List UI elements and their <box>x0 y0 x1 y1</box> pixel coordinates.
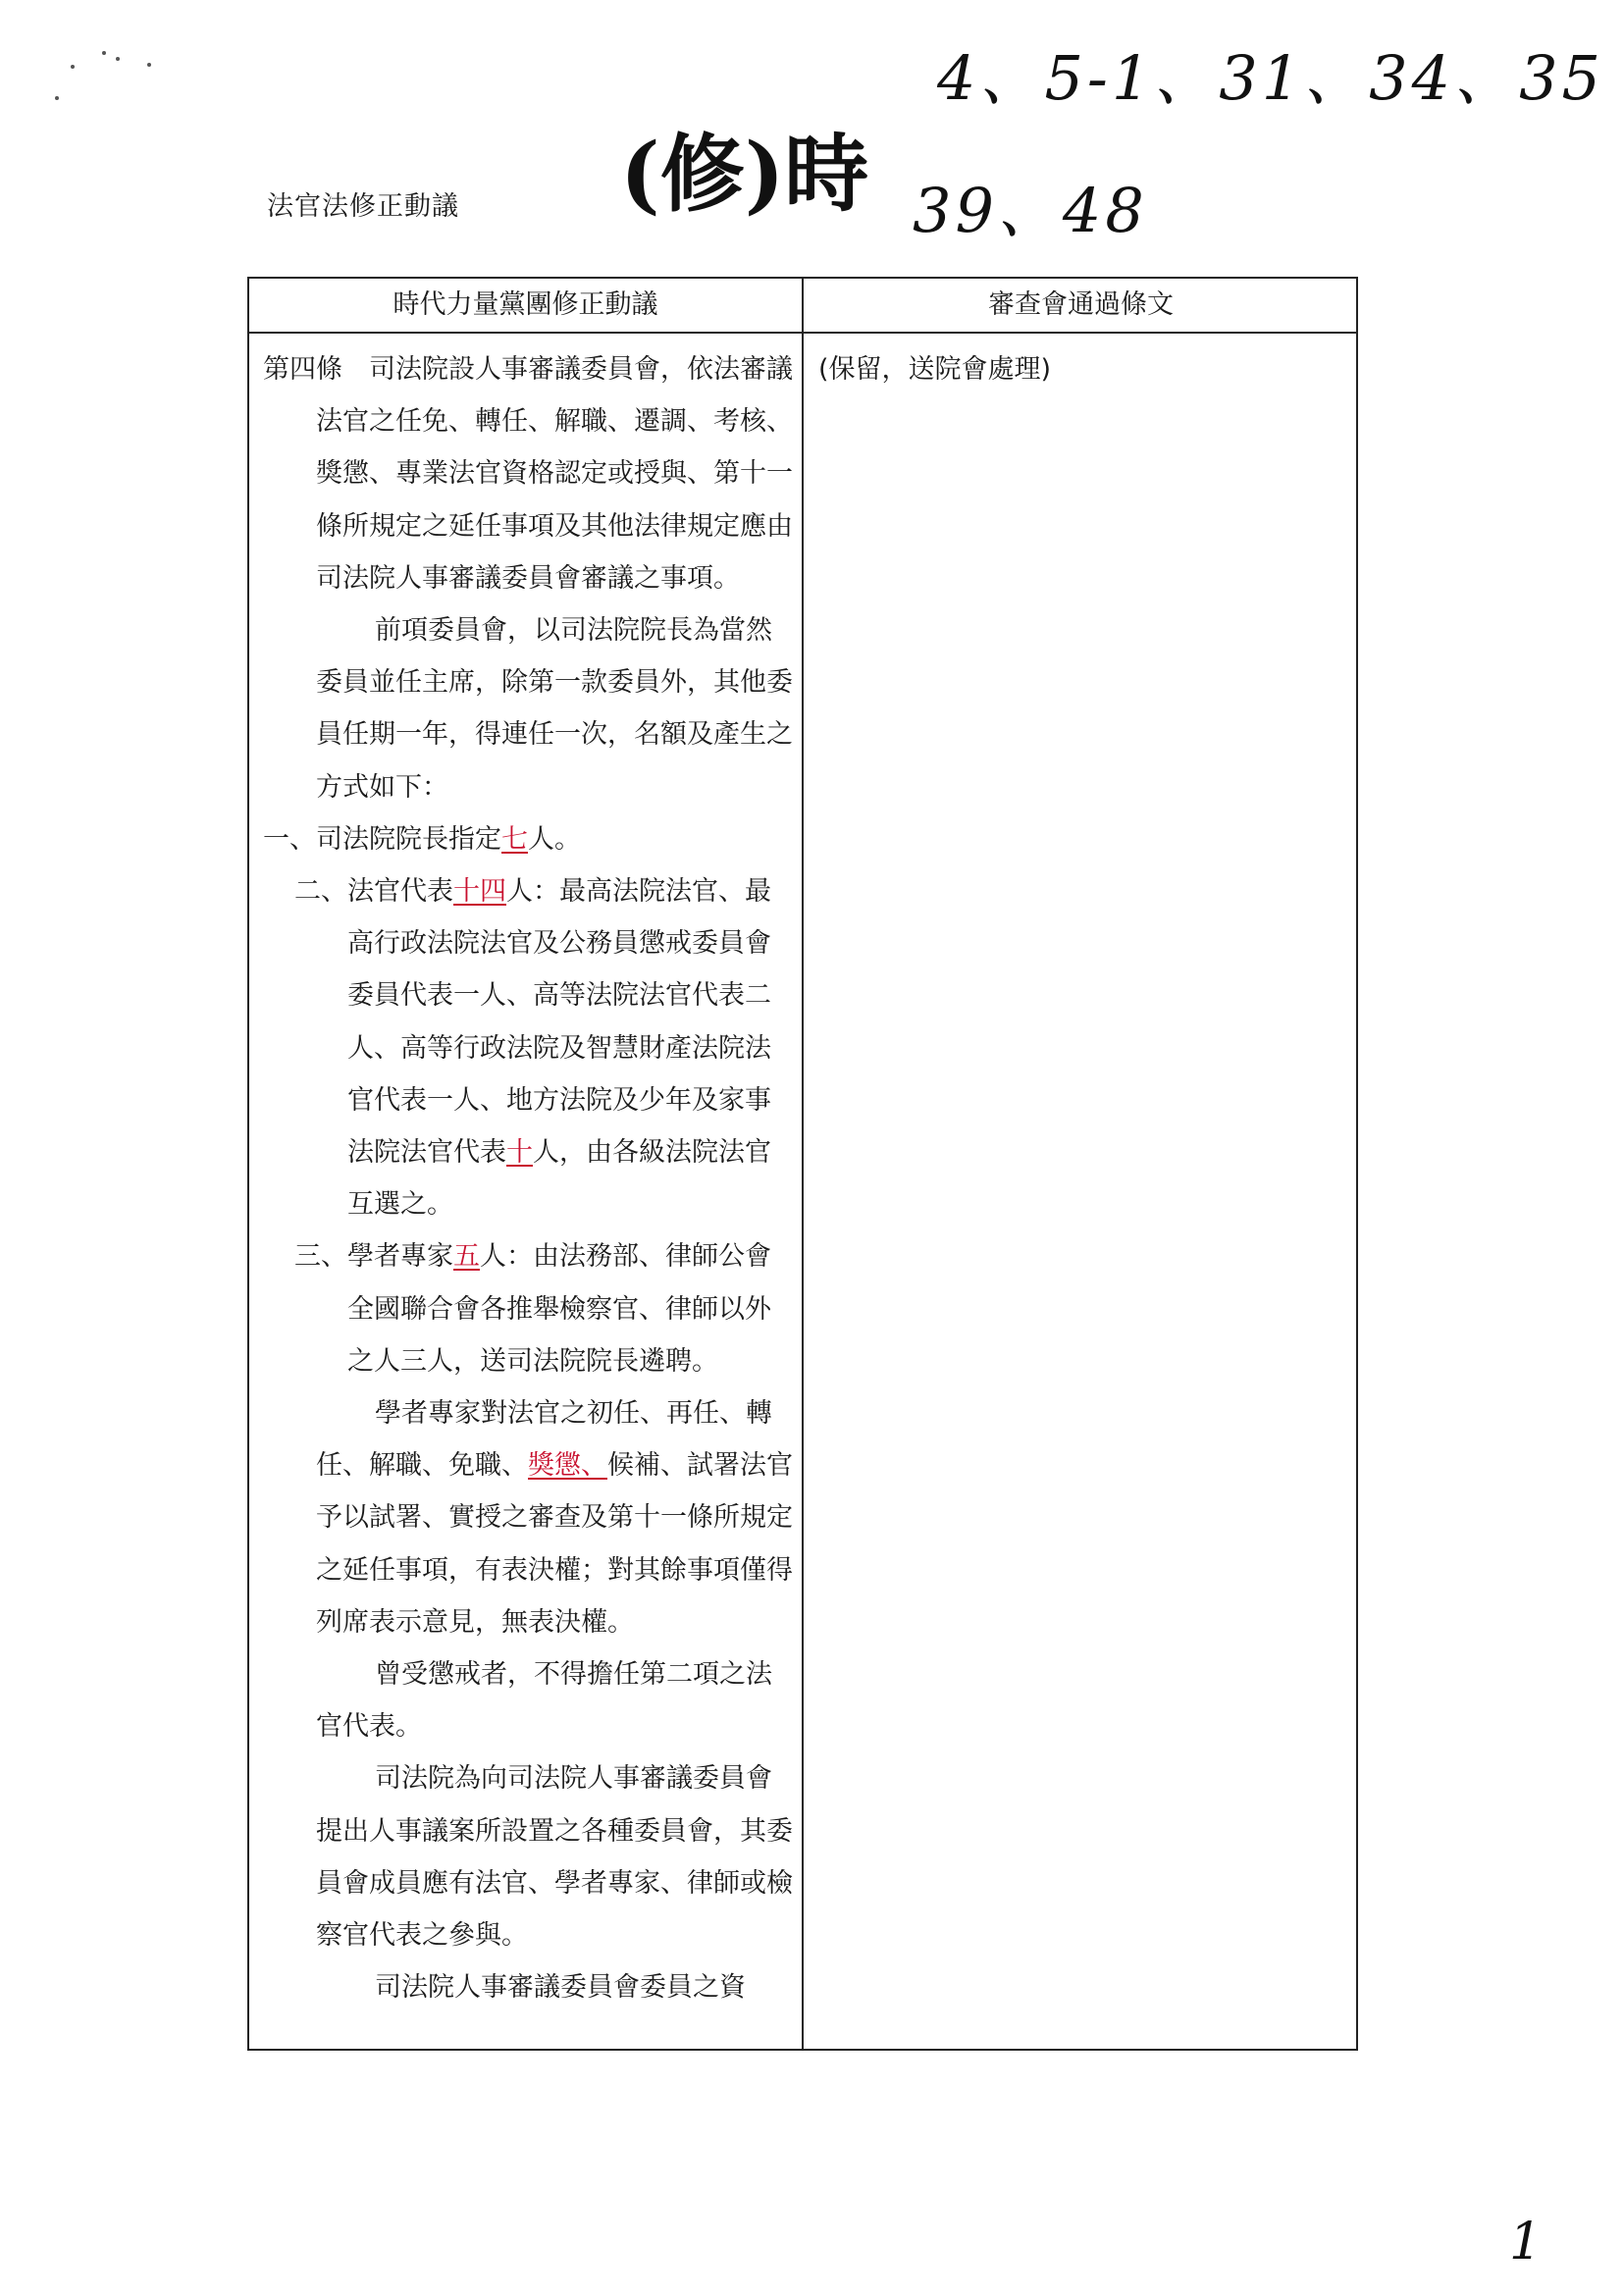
paragraph-text: 學者專家對法官之初任、再任、轉任、解職、免職、 <box>316 1398 772 1482</box>
column-divider <box>802 279 804 2049</box>
header-motion-column: 時代力量黨團修正動議 <box>393 289 658 320</box>
item-text: 二、法官代表 <box>294 876 453 908</box>
revised-text: 五 <box>453 1241 480 1273</box>
list-item-3 <box>263 1230 793 1387</box>
article-paragraph-1 <box>263 343 793 604</box>
article-paragraph-3 <box>263 1387 793 1648</box>
scan-speck <box>102 51 106 55</box>
list-item-1 <box>263 813 793 865</box>
handwritten-article-numbers-line2: 39、48 <box>913 175 1148 246</box>
item-text: 人。 <box>528 823 581 855</box>
item-text: 人：由法務部、律師公會全國聯合會各推舉檢察官、律師以外之人三人，送司法院院長遴聘。 <box>347 1241 771 1377</box>
list-item-2 <box>263 865 793 1230</box>
item-text: 一、司法院院長指定 <box>263 823 501 855</box>
paragraph-text: 司法院設人事審議委員會，依法審議法官之任免、轉任、解職、遷調、考核、獎懲、專業法官資格認定或授與、第十一條所規定之延任事項及其他法律規定應由司法院人事審議委員會審議之事項。 <box>316 354 793 594</box>
comparison-table <box>247 277 1358 2051</box>
revised-text: 十四 <box>453 876 506 908</box>
scan-speck <box>147 63 151 67</box>
handwritten-page-number: 1 <box>1509 2213 1543 2271</box>
revised-text: 七 <box>501 823 528 855</box>
article-paragraph-6: 司法院人事審議委員會委員之資 <box>375 1972 746 2004</box>
header-committee-column: 審查會通過條文 <box>988 289 1174 320</box>
handwritten-mark: (修)時 <box>620 125 869 224</box>
handwritten-article-numbers-line1: 4、5-1、31、34、35 <box>937 42 1604 114</box>
document-title: 法官法修正動議 <box>267 191 459 222</box>
scan-speck <box>116 57 120 61</box>
revised-text: 獎懲、 <box>528 1450 607 1482</box>
committee-note: (保留，送院會處理) <box>818 354 1052 385</box>
article-paragraph-5: 司法院為向司法院人事審議委員會提出人事議案所設置之各種委員會，其委員會成員應有法官、學者專家、律師或檢察官代表之參與。 <box>316 1763 793 1952</box>
table-header-row <box>249 279 1356 334</box>
motion-text-cell <box>263 343 793 2014</box>
scan-speck <box>71 65 75 69</box>
article-paragraph-2: 前項委員會，以司法院院長為當然委員並任主席，除第一款委員外，其他委員任期一年，得連任一次，名額及產生之方式如下： <box>316 615 793 803</box>
item-text: 人：最高法院法官、最高行政法院法官及公務員懲戒委員會委員代表一人、高等法院法官代表二人、高等行政法院及智慧財產法院法官代表一人、地方法院及少年及家事法院法官代表 <box>347 876 771 1169</box>
article-paragraph-4: 曾受懲戒者，不得擔任第二項之法官代表。 <box>316 1659 772 1743</box>
item-text: 三、學者專家 <box>294 1241 453 1273</box>
article-label: 第四條 <box>263 354 342 385</box>
committee-text-cell <box>818 343 1348 395</box>
revised-text: 十 <box>506 1137 533 1169</box>
paragraph-text: 候補、試署法官予以試署、實授之審查及第十一條所規定之延任事項，有表決權；對其餘事項僅得列席表示意見，無表決權。 <box>316 1450 793 1638</box>
item-text: 人，由各級法院法官互選之。 <box>347 1137 771 1221</box>
scan-speck <box>55 96 59 100</box>
